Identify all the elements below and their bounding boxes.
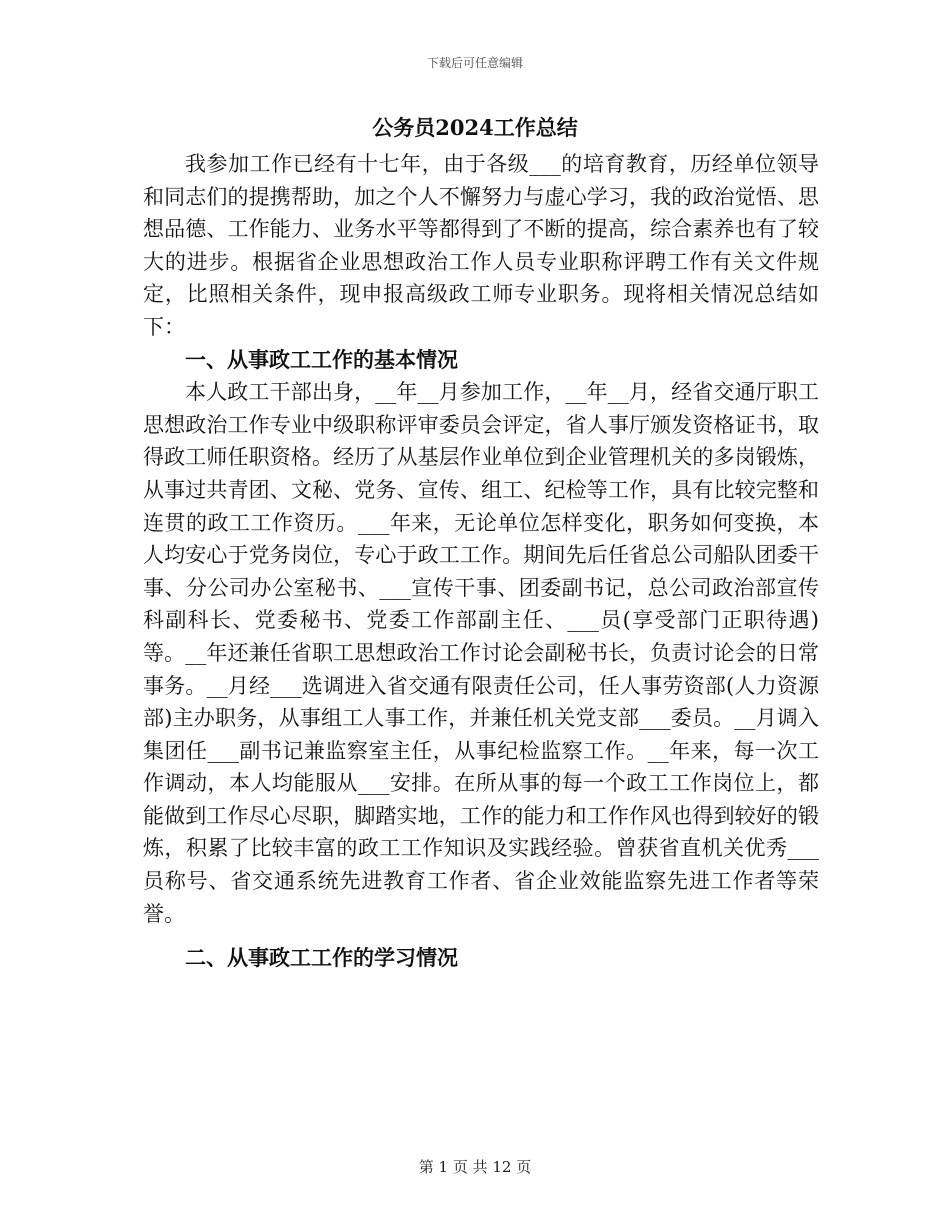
section-body-1: 本人政工干部出身，__年__月参加工作，__年__月，经省交通厅职工思想政治工作专业中级职称评审委员会评定，省人事厅颁发资格证书，取得政工师任职资格。经历了从基层作业单位到企业管理机关的多岗锻炼，从事过共青团、文秘、党务、宣传、组工、纪检等工作，具有比较完整和连贯的政工工作资历。___年来，无论单位怎样变化，职务如何变换，本人均安心于党务岗位，专心于政工工作。期间先后任省总公司船队团委干事、分公司办公室秘书、___宣传干事、团委副书记，总公司政治部宣传科副科长、党委秘书、党委工作部副主任、___员(享受部门正职待遇)等。__年还兼任省职工思想政治工作讨论会副秘书长，负责讨论会的日常事务。__月经___选调进入省交通有限责任公司，任人事劳资部(人力资源部)主办职务，从事组工人事工作，并兼任机关党支部___委员。__月调入集团任___副书记兼监察室主任，从事纪检监察工作。__年来，每一次工作调动，本人均能服从___安排。在所从事的每一个政工工作岗位上，都能做到工作尽心尽职，脚踏实地，工作的能力和工作作风也得到较好的锻炼，积累了比较丰富的政工工作知识及实践经验。曾获省直机关优秀___员称号、省交通系统先进教育工作者、省企业效能监察先进工作者等荣誉。: [143, 380, 819, 926]
document-title: 公务员2024工作总结: [372, 115, 578, 140]
intro-paragraph: 我参加工作已经有十七年，由于各级___的培育教育，历经单位领导和同志们的提携帮助，加之个人不懈努力与虚心学习，我的政治觉悟、思想品德、工作能力、业务水平等都得到了不断的提高，综合素养也有了较大的进步。根据省企业思想政治工作人员专业职称评聘工作有关文件规定，比照相关条件，现申报高级政工师专业职务。现将相关情况总结如下：: [143, 152, 819, 339]
section-heading-1: 一、从事政工工作的基本情况: [185, 346, 458, 372]
page-number: 第 1 页 共 12 页: [418, 1158, 532, 1176]
document-body: [143, 148, 819, 975]
section-heading-2: 二、从事政工工作的学习情况: [185, 945, 458, 971]
header-note: 下载后可任意编辑: [426, 56, 523, 70]
